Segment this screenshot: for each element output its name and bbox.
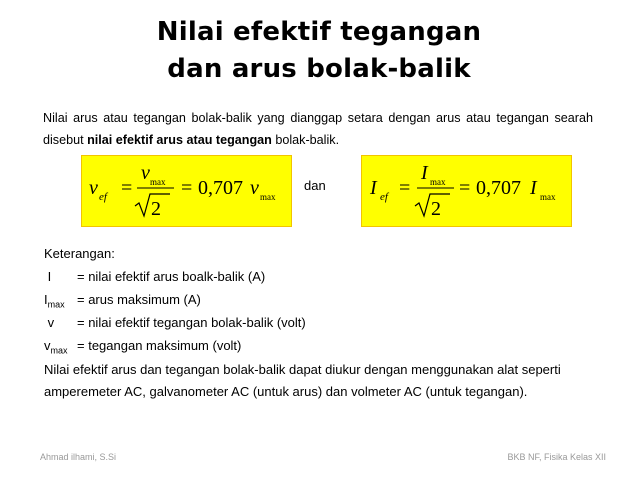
voltage-equals-1: =: [121, 177, 133, 199]
intro-paragraph: [43, 107, 593, 151]
voltage-formula: [81, 155, 292, 227]
voltage-coefficient: 0,707: [198, 177, 243, 199]
legend-item: [44, 288, 201, 311]
legend-item: [44, 311, 306, 334]
voltage-equals-2: =: [181, 177, 193, 199]
legend-symbol-sub: max: [50, 345, 68, 356]
legend-item: [44, 265, 266, 288]
legend-heading: Keterangan:: [44, 246, 115, 261]
voltage-lhs-sub: ef: [99, 191, 107, 203]
legend-description: = arus maksimum (A): [77, 292, 201, 307]
intro-text-after: bolak-balik.: [271, 133, 340, 147]
current-numerator: I: [421, 162, 428, 184]
voltage-denominator: 2: [151, 198, 161, 220]
legend-block: [44, 242, 306, 357]
footer-author: Ahmad ilhami, S.Si: [40, 452, 117, 462]
footer-course: BKB NF, Fisika Kelas XII: [507, 452, 606, 462]
voltage-lhs: v: [89, 177, 98, 199]
legend-symbol-main: I: [44, 292, 48, 307]
intro-text-before: Nilai arus atau tegangan bolak-balik yang dianggap setara dengan arus atau tegangan searah disebut: [43, 111, 593, 147]
current-rhs: I: [530, 177, 537, 199]
voltage-rhs: v: [250, 177, 259, 199]
current-equals-1: =: [399, 177, 411, 199]
current-formula-svg: [362, 156, 571, 226]
voltage-numerator-sub: max: [150, 177, 166, 187]
current-equals-2: =: [459, 177, 471, 199]
legend-symbol-sub: max: [47, 299, 65, 310]
current-numerator-sub: max: [430, 177, 446, 187]
slide-title: [0, 14, 638, 88]
current-rhs-sub: max: [540, 192, 556, 202]
connector-text: dan: [304, 178, 326, 193]
legend-symbol-main: I: [47, 269, 52, 284]
legend-item: [44, 334, 242, 357]
current-denominator: 2: [431, 198, 441, 220]
closing-paragraph: Nilai efektif arus dan tegangan bolak-balik dapat diukur dengan menggunakan alat seperti amperemeter AC, galvanometer AC (untuk arus) dan volmeter AC (untuk tegangan).: [44, 362, 561, 399]
title-line-2: dan arus bolak-balik: [167, 54, 471, 84]
intro-bold-term: nilai efektif arus atau tegangan: [87, 133, 272, 147]
voltage-rhs-sub: max: [260, 192, 276, 202]
voltage-numerator: v: [141, 162, 150, 184]
title-line-1: Nilai efektif tegangan: [156, 17, 482, 47]
current-formula: [361, 155, 572, 227]
voltage-formula-svg: [82, 156, 291, 226]
legend-symbol-main: v: [44, 338, 51, 353]
current-lhs: I: [370, 177, 377, 199]
legend-symbol-main: v: [47, 315, 55, 330]
legend-description: = tegangan maksimum (volt): [77, 338, 242, 353]
legend-description: = nilai efektif arus boalk-balik (A): [77, 269, 266, 284]
current-lhs-sub: ef: [380, 191, 388, 203]
current-coefficient: 0,707: [476, 177, 521, 199]
legend-description: = nilai efektif tegangan bolak-balik (volt): [77, 315, 306, 330]
